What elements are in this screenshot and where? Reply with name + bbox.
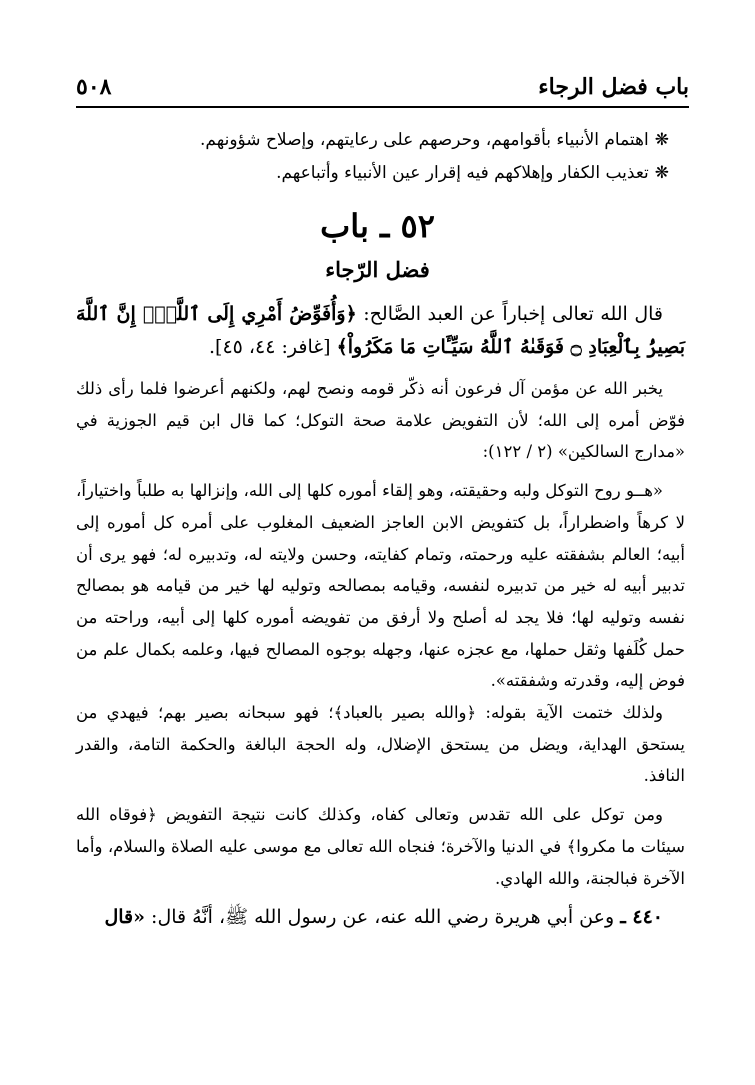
commentary-paragraph: ومن توكل على الله تقدس وتعالى كفاه، وكذلك كانت نتيجة التفويض ﴿فوقاه الله سيئات ما مكروا﴾ في الدنيا والآخرة؛ فنجاه الله تعالى مع موسى عليه الصلاة والسلام، وأما الآخرة فبالجنة، والله الهادي. — [76, 805, 685, 888]
header-rule — [76, 106, 689, 108]
hadith-paragraph: ٤٤٠ ـ وعن أبي هريرة رضي الله عنه، عن رسول الله ﷺ، أنَّهُ قال: «قال — [104, 906, 663, 929]
commentary-paragraph: ولذلك ختمت الآية بقوله: ﴿والله بصير بالعباد﴾؛ فهو سبحانه بصير بهم؛ فيهدي من يستحق الهداية، ويضل من يستحق الإضلال، وله الحجة البالغة والحكمة التامة، والقدر النافذ. — [76, 703, 685, 786]
verse-paragraph: قال الله تعالى إخباراً عن العبد الصَّالح: ﴿وَأُفَوِّضُ أَمْرِي إِلَى ٱللَّهِۚ إِنَّ ٱللَّهَ بَصِيرُۢ بِٱلْعِبَادِ ۝ فَوَقَىٰهُ ٱللَّهُ سَيِّـَٔاتِ مَا مَكَرُواْ﴾ [غافر: ٤٤، ٤٥]. — [76, 303, 685, 358]
hadith-quote-start: «قال — [104, 906, 145, 929]
hadith-number: ٤٤٠ ـ — [620, 906, 663, 929]
running-title: باب فضل الرجاء — [538, 74, 689, 100]
quran-verse: ﴿وَأُفَوِّضُ أَمْرِي إِلَى ٱللَّهِۚ إِنَّ ٱللَّهَ بَصِيرُۢ بِٱلْعِبَادِ ۝ فَوَقَىٰهُ ٱللَّهُ سَيِّـَٔاتِ مَا مَكَرُواْ﴾ — [76, 303, 685, 358]
bullet-item: ❋تعذيب الكفار وإهلاكهم فيه إقرار عين الأنبياء وأتباعهم. — [276, 163, 669, 183]
section-title: فضل الرّجاء — [325, 257, 430, 282]
star-bullet-icon: ❋ — [654, 163, 669, 183]
body-text — [76, 298, 685, 943]
chapter-title: ٥٢ ـ باب — [320, 207, 435, 245]
commentary-paragraph: يخبر الله عن مؤمن آل فرعون أنه ذكّر قومه ونصح لهم، ولكنهم أعرضوا فلما رأى ذلك فوّض أمره إلى الله؛ لأن التفويض علامة صحة التوكل؛ كما قال ابن قيم الجوزية في «مدارج السالكين» (٢ / ١٢٢): — [76, 379, 685, 462]
bullet-list — [120, 124, 669, 190]
star-bullet-icon: ❋ — [654, 130, 669, 150]
verse-reference: [غافر: ٤٤، ٤٥]. — [208, 336, 337, 358]
quotation-paragraph: «هــو روح التوكل ولبه وحقيقته، وهو إلقاء أموره كلها إلى الله، وإنزالها به طلباً واختياراً، لا كرهاً واضطراراً، بل كتفويض الابن العاجز الضعيف المغلوب على أمره كل أموره إلى أبيه؛ العالم بشفقته عليه ورحمته، وتمام كفايته، وحسن ولايته له، وتدبيره له؛ فهو يرى أن تدبير أبيه له خير من تدبيره لنفسه، وقيامه بمصالحه وتوليه لها خير من قيامه هو بمصالح نفسه وتوليه لها؛ فلا يجد له أصلح ولا أرفق من تفويضه أموره كلها إلى أبيه، وراحته من حمل كُلَفها وثقل حملها، مع عجزه عنها، وجهله بوجوه المصالح فيها، وعلمه بكمال علم من فوض إليه، وقدرته وشفقته». — [76, 481, 685, 691]
bullet-item: ❋اهتمام الأنبياء بأقوامهم، وحرصهم على رعايتهم، وإصلاح شؤونهم. — [200, 130, 669, 150]
page-number: ٥٠٨ — [76, 74, 112, 100]
page-header — [76, 70, 689, 108]
